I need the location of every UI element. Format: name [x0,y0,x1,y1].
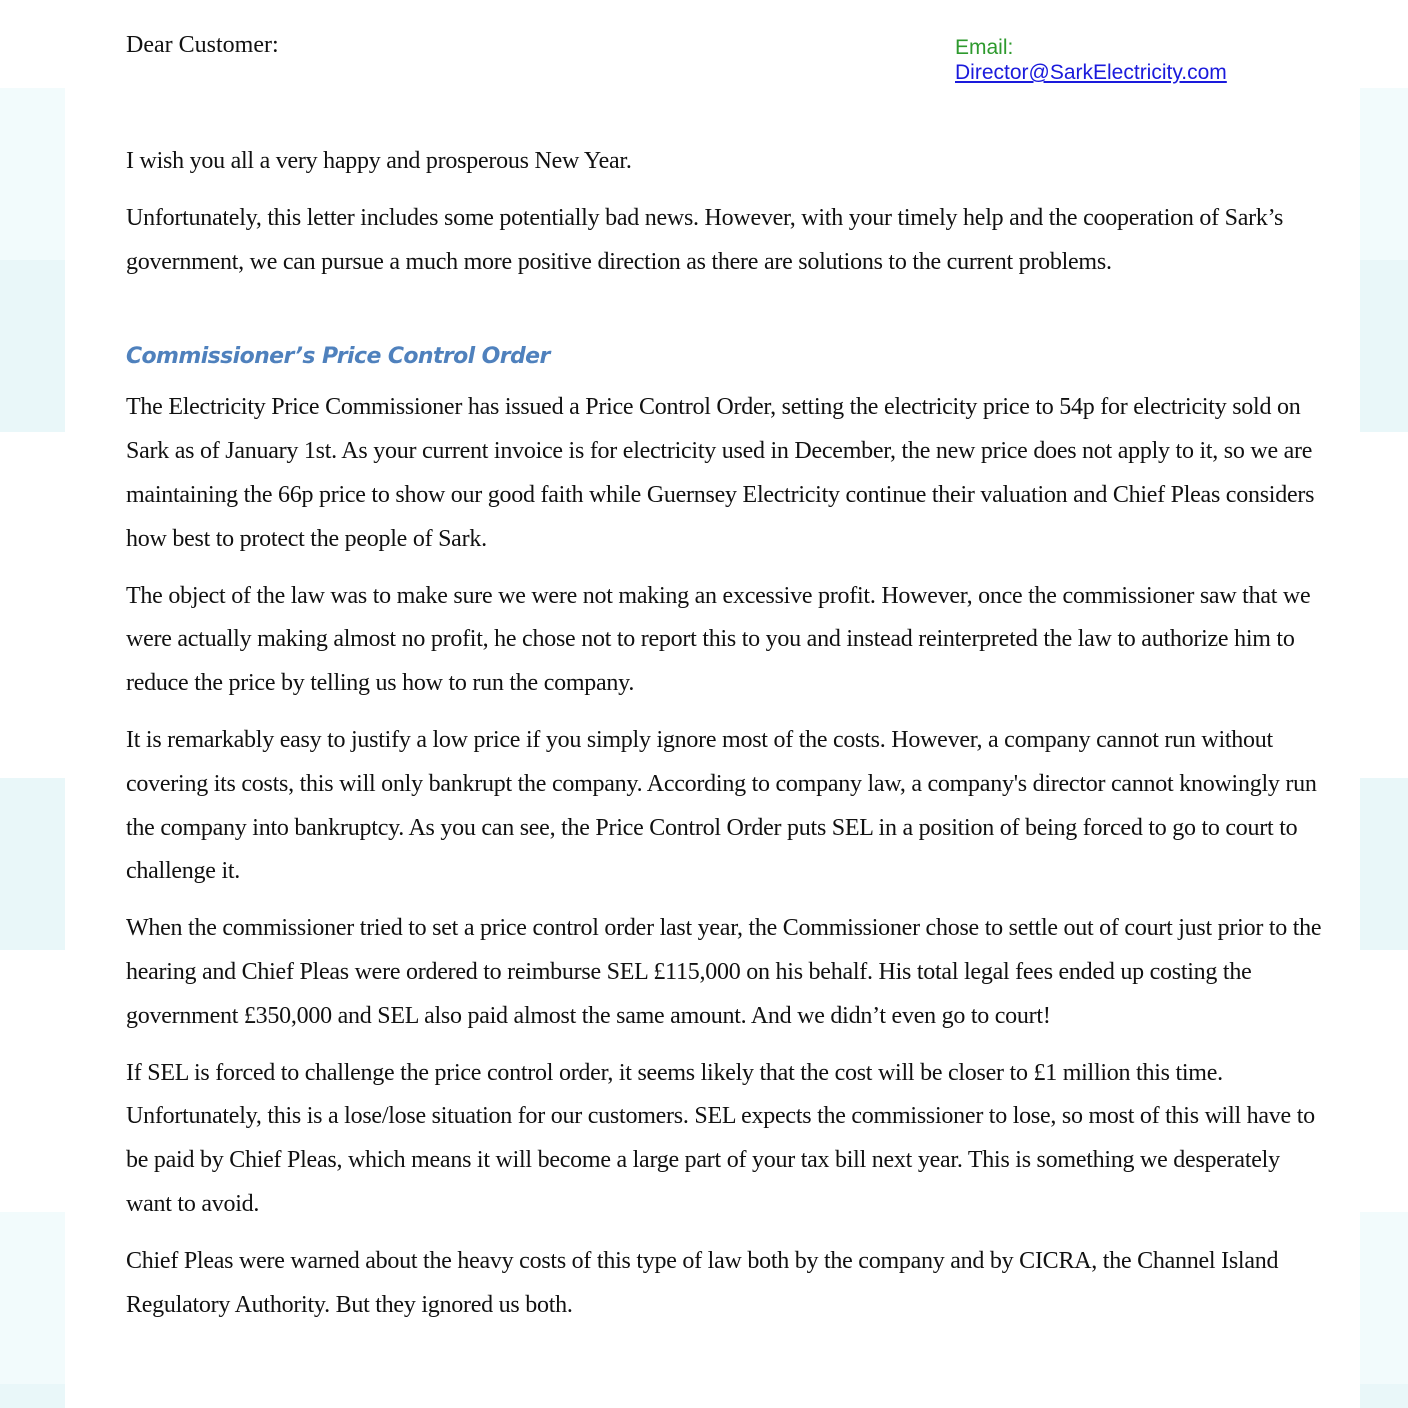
paragraph-last-year: When the commissioner tried to set a price control order last year, the Commissioner chose to settle out of court just prior to the hearing and Chief Pleas were ordered to reimburse SEL £115,000 on his behalf. His total legal fees ended up costing the government £350,000 and SEL also paid almost the same amount. And we didn’t even go to court! [126,915,1322,1029]
paragraph-challenge: If SEL is forced to challenge the price control order, it seems likely that the cost will be closer to £1 million this time. Unfortunately, this is a lose/lose situation for our customers. SEL expects the commissioner to lose, so most of this will have to be paid by Chief Pleas, which means it will become a large part of your tax bill next year. This is something we desperately want to avoid. [126,1059,1315,1217]
background-stripe [0,1384,65,1408]
background-stripe [1360,778,1408,950]
background-stripe [0,778,65,950]
paragraph-bad-news: Unfortunately, this letter includes some potentially bad news. However, with your timely help and the cooperation of Sark’s government, we can pursue a much more positive direction as there are solutions to the current problems. [126,204,1284,275]
section-heading: Commissioner’s Price Control Order [126,344,550,370]
background-stripe [1360,1384,1408,1408]
background-stripe [0,260,65,432]
background-stripe [0,88,65,260]
background-stripe [0,1212,65,1384]
background-stripe [1360,88,1408,260]
background-stripe [1360,260,1408,432]
letter-body [126,140,1331,1340]
greeting: Dear Customer: [126,32,279,58]
paragraph-price-order: The Electricity Price Commissioner has issued a Price Control Order, setting the electricity price to 54p for electricity sold on Sark as of January 1st. As your current invoice is for electricity used in December, the new price does not apply to it, so we are maintaining the 66p price to show our good faith while Guernsey Electricity continue their valuation and Chief Pleas considers how best to protect the people of Sark. [126,394,1315,552]
paragraph-costs: It is remarkably easy to justify a low price if you simply ignore most of the costs. However, a company cannot run without covering its costs, this will only bankrupt the company. According to company law, a company's director cannot knowingly run the company into bankruptcy. As you can see, the Price Control Order puts SEL in a position of being forced to go to court to challenge it. [126,726,1317,885]
email-label: Email: [955,36,1014,59]
background-stripe [1360,1212,1408,1384]
paragraph-warning: Chief Pleas were warned about the heavy costs of this type of law both by the company and by CICRA, the Channel Island Regulatory Authority. But they ignored us both. [126,1247,1279,1318]
email-link[interactable]: Director@SarkElectricity.com [955,61,1227,84]
paragraph-law-object: The object of the law was to make sure we were not making an excessive profit. However, once the commissioner saw that we were actually making almost no profit, he chose not to report this to you and instead reinterpreted the law to authorize him to reduce the price by telling us how to run the company. [126,582,1311,697]
paragraph-new-year: I wish you all a very happy and prosperous New Year. [126,148,632,174]
